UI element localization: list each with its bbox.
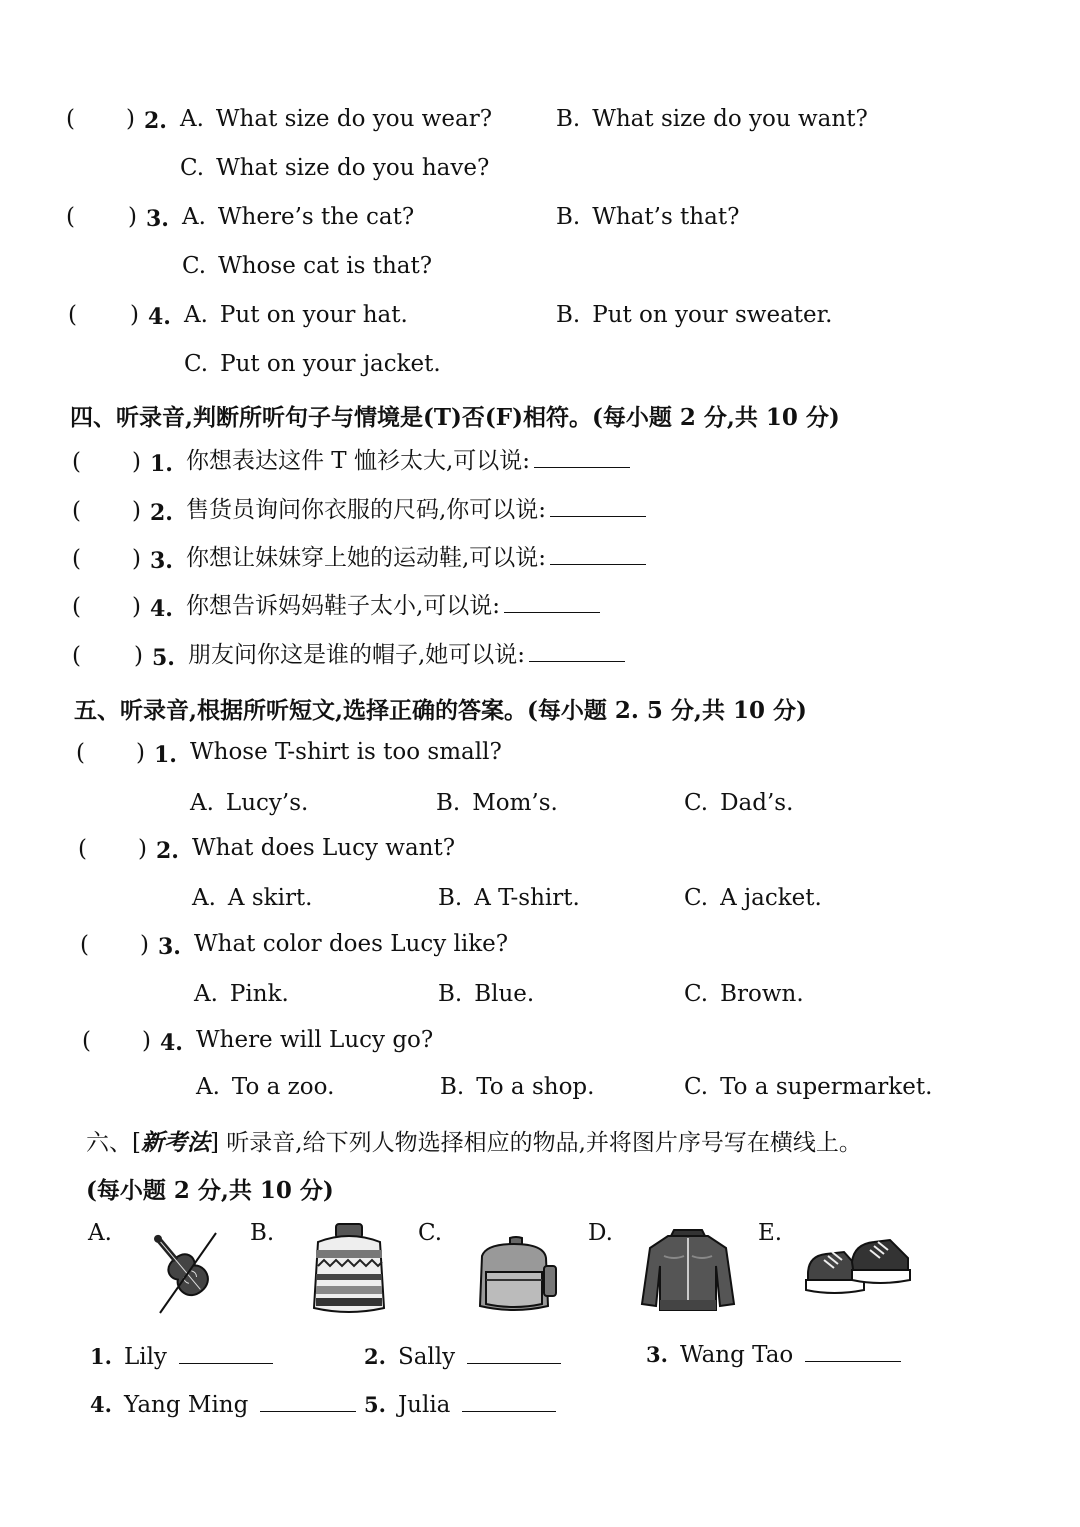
answer-paren-close: ) [132,546,141,572]
answer-paren-open[interactable]: ( [66,106,75,132]
answer-paren-close: ) [140,932,149,958]
option-c: C. Brown. [684,981,804,1007]
question-text: 售货员询问你衣服的尺码,你可以说: [186,499,646,522]
answer-paren-open[interactable]: ( [72,449,81,475]
option-a: A. A skirt. [192,885,313,911]
question-text: What color does Lucy like? [194,931,509,957]
sneakers-icon [804,1236,912,1300]
answer-paren-open[interactable]: ( [82,1028,91,1054]
option-a: A. To a zoo. [196,1074,335,1100]
answer-blank[interactable] [529,661,625,662]
question-number: 2. [150,500,173,526]
name-item-2: 2. Sally [364,1344,561,1370]
picture-letter-b: B. [250,1220,275,1246]
question-number: 2. [156,838,179,864]
answer-paren-close: ) [136,740,145,766]
question-text: 你想表达这件 T 恤衫太大,可以说: [186,450,630,473]
option-c: C. Put on your jacket. [184,351,441,377]
picture-letter-d: D. [588,1220,613,1246]
option-b: B. What size do you want? [556,106,868,132]
question-text: Whose T-shirt is too small? [190,739,502,765]
answer-blank[interactable] [179,1363,273,1364]
section5-title: 五、听录音,根据所听短文,选择正确的答案。(每小题 2. 5 分,共 10 分) [74,697,807,724]
question-number: 4. [150,596,173,622]
option-b: B. Mom’s. [436,790,558,816]
option-a: A. Where’s the cat? [182,204,415,230]
name-item-3: 3. Wang Tao [646,1342,901,1368]
answer-paren-close: ) [126,106,135,132]
question-number: 4. [160,1030,183,1056]
picture-letter-a: A. [88,1220,112,1246]
answer-blank[interactable] [462,1411,556,1412]
option-b: B. To a shop. [440,1074,595,1100]
question-number: 4. [148,304,171,330]
option-a: A. Pink. [194,981,289,1007]
option-a: A. Lucy’s. [190,790,309,816]
new-method-tag: 新考法 [140,1129,210,1156]
answer-paren-open[interactable]: ( [76,740,85,766]
picture-letter-c: C. [418,1220,443,1246]
answer-paren-close: ) [128,204,137,230]
option-a: A. Put on your hat. [184,302,408,328]
answer-paren-open[interactable]: ( [66,204,75,230]
answer-paren-open[interactable]: ( [72,643,81,669]
question-number: 2. [144,108,167,134]
answer-paren-close: ) [130,302,139,328]
answer-paren-close: ) [142,1028,151,1054]
option-b: B. Put on your sweater. [556,302,833,328]
backpack-icon [472,1236,558,1314]
option-c: C. To a supermarket. [684,1074,933,1100]
answer-paren-close: ) [132,594,141,620]
option-c: C. Whose cat is that? [182,253,433,279]
option-b: B. What’s that? [556,204,740,230]
answer-paren-open[interactable]: ( [68,302,77,328]
option-b: B. Blue. [438,981,535,1007]
answer-blank[interactable] [534,467,630,468]
question-text: 朋友问你这是谁的帽子,她可以说: [188,644,625,667]
section6-score: (每小题 2 分,共 10 分) [86,1177,334,1204]
answer-paren-open[interactable]: ( [78,836,87,862]
answer-blank[interactable] [504,612,600,613]
answer-blank[interactable] [550,516,646,517]
section4-title: 四、听录音,判断所听句子与情境是(T)否(F)相符。(每小题 2 分,共 10 分) [70,404,840,431]
answer-paren-open[interactable]: ( [72,546,81,572]
answer-blank[interactable] [467,1363,561,1364]
question-text: What does Lucy want? [192,835,456,861]
option-c: C. What size do you have? [180,155,490,181]
question-text: 你想让妹妹穿上她的运动鞋,可以说: [186,547,646,570]
name-item-5: 5. Julia [364,1392,556,1418]
answer-paren-open[interactable]: ( [72,594,81,620]
jacket-icon [640,1226,736,1314]
question-number: 3. [150,548,173,574]
question-text: Where will Lucy go? [196,1027,434,1053]
answer-paren-close: ) [132,449,141,475]
answer-blank[interactable] [550,564,646,565]
answer-paren-close: ) [132,498,141,524]
section6-title: 六、[新考法] 听录音,给下列人物选择相应的物品,并将图片序号写在横线上。 [86,1129,862,1156]
violin-icon [140,1225,230,1317]
option-a: A. What size do you wear? [180,106,493,132]
option-b: B. A T-shirt. [438,885,580,911]
question-text: 你想告诉妈妈鞋子太小,可以说: [186,595,600,618]
option-c: C. Dad’s. [684,790,794,816]
question-number: 3. [158,934,181,960]
answer-blank[interactable] [805,1361,901,1362]
sweater-icon [308,1222,390,1316]
answer-paren-close: ) [134,643,143,669]
question-number: 5. [152,645,175,671]
name-item-1: 1. Lily [90,1344,273,1370]
answer-paren-open[interactable]: ( [72,498,81,524]
answer-paren-open[interactable]: ( [80,932,89,958]
option-c: C. A jacket. [684,885,822,911]
question-number: 3. [146,206,169,232]
question-number: 1. [150,451,173,477]
answer-paren-close: ) [138,836,147,862]
picture-letter-e: E. [758,1220,783,1246]
name-item-4: 4. Yang Ming [90,1392,356,1418]
answer-blank[interactable] [260,1411,356,1412]
question-number: 1. [154,742,177,768]
